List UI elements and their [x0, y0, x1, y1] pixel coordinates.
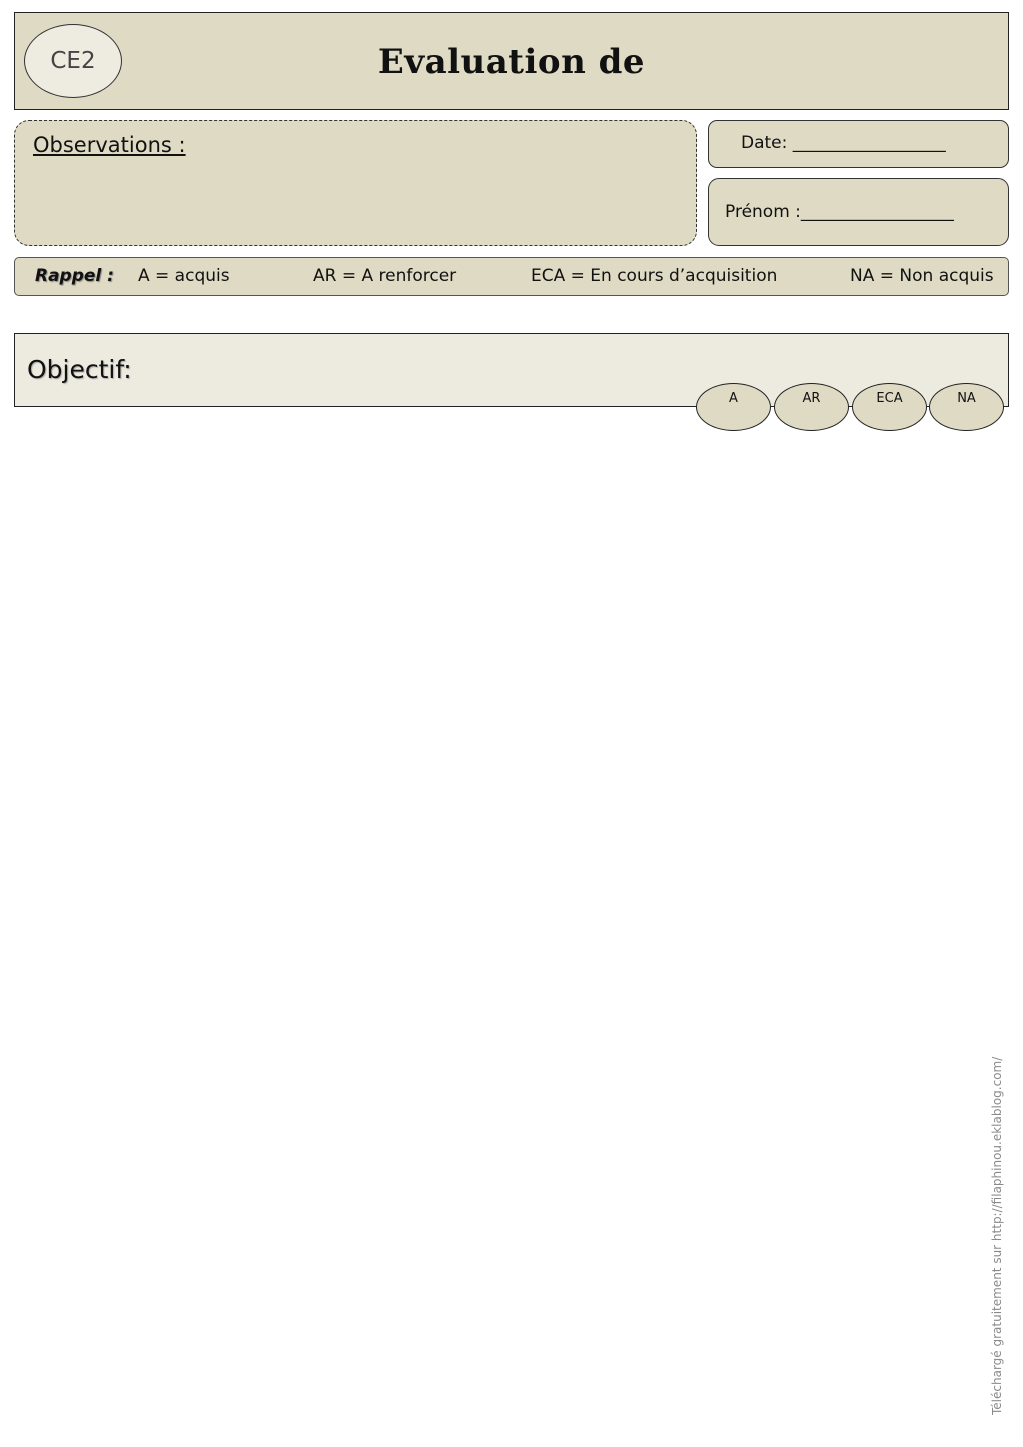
objective-label: Objectif:: [27, 355, 132, 384]
legend-title: Rappel :: [35, 266, 114, 286]
legend-item-a-renforcer: AR = A renforcer: [313, 266, 457, 286]
legend-item-acquis: A = acquis: [138, 266, 230, 286]
grade-oval-a[interactable]: A: [696, 383, 771, 431]
legend-item-en-cours: ECA = En cours d’acquisition: [531, 266, 778, 286]
grade-level-badge: [24, 24, 122, 98]
grade-level-text: CE2: [50, 48, 96, 74]
download-credit: Téléchargé gratuitement sur http://filaphinou.eklablog.com/: [990, 1056, 1004, 1415]
grade-oval-eca[interactable]: ECA: [852, 383, 927, 431]
date-label: Date: __________________: [741, 133, 946, 153]
name-label: Prénom :__________________: [725, 202, 954, 222]
grade-oval-ar[interactable]: AR: [774, 383, 849, 431]
grade-oval-na[interactable]: NA: [929, 383, 1004, 431]
page-title: Evaluation de: [377, 42, 646, 82]
legend-item-non-acquis: NA = Non acquis: [850, 266, 994, 286]
observations-label: Observations :: [33, 133, 186, 157]
